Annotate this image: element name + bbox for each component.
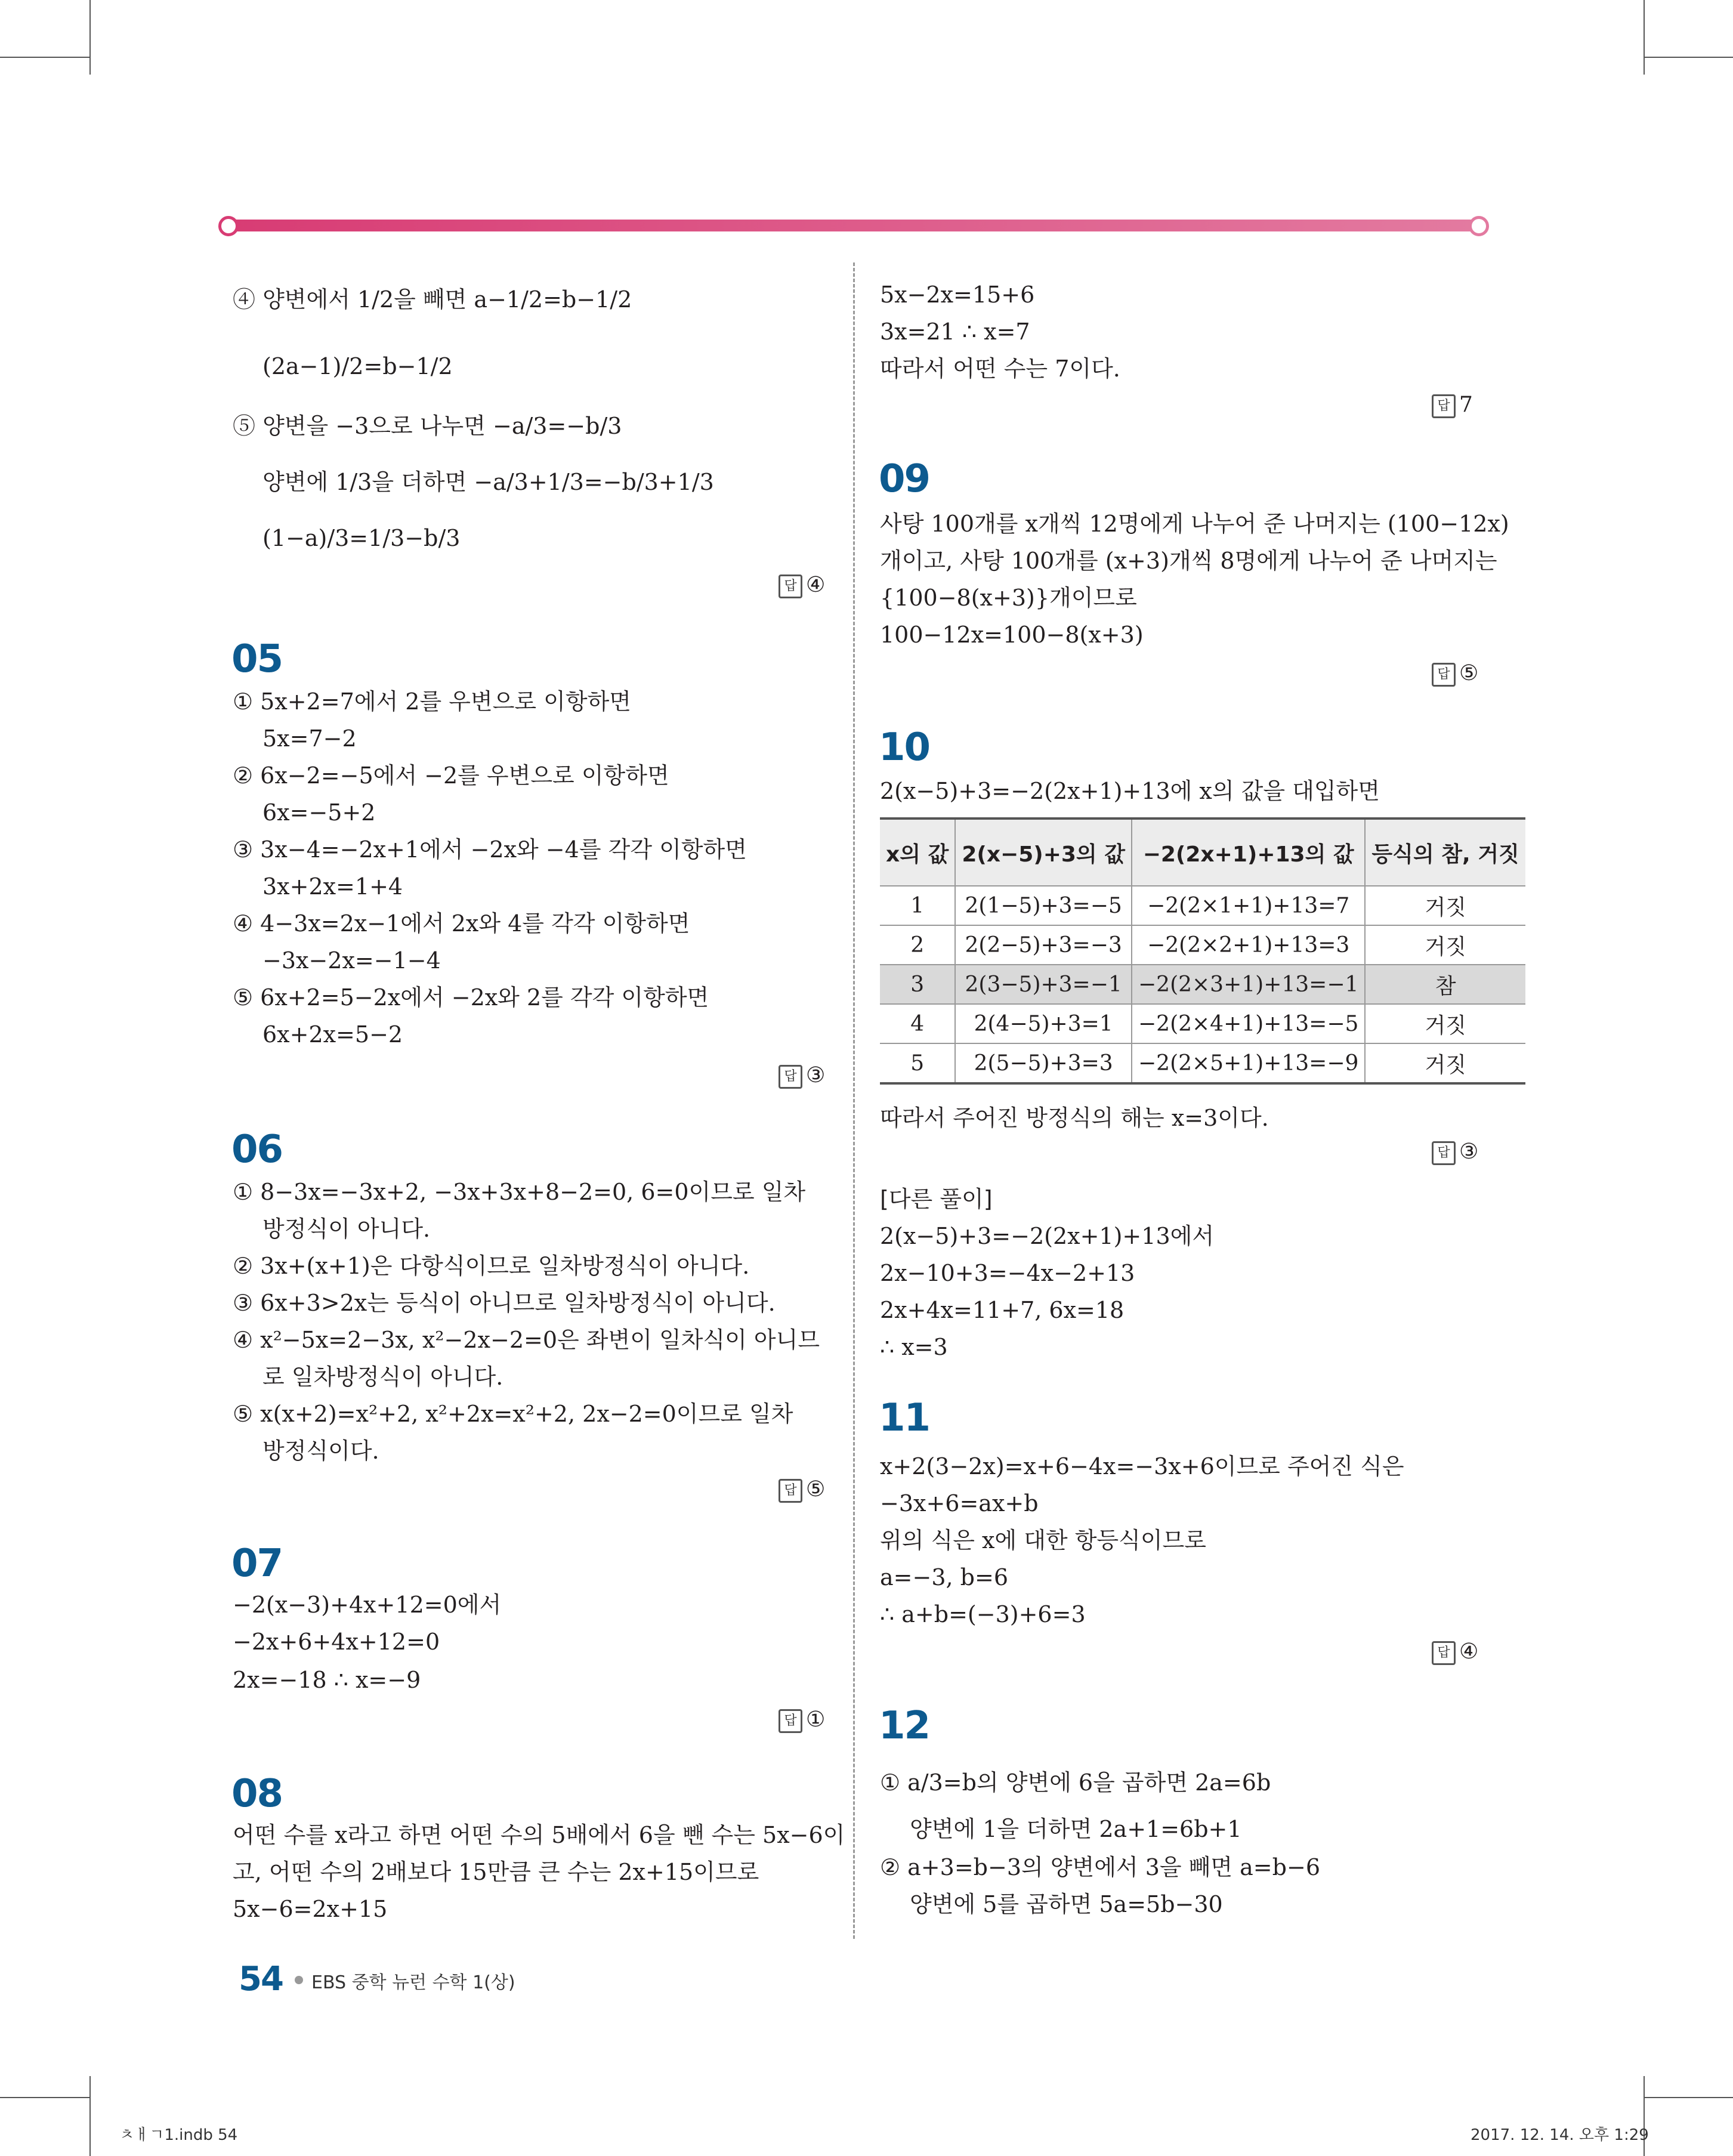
answer-badge: [1432, 1139, 1478, 1165]
s06-line: 방정식이 아니다.: [262, 1216, 431, 1242]
s08-line: 5x−6=2x+15: [233, 1896, 388, 1922]
table-row: [880, 1043, 1525, 1083]
table-cell: 거짓: [1365, 1043, 1525, 1083]
s11-line: ∴ a+b=(−3)+6=3: [880, 1601, 1086, 1627]
answer-icon: 답: [1432, 663, 1456, 687]
table-header: −2(2x+1)+13의 값: [1132, 818, 1365, 886]
table-cell: 2(2−5)+3=−3: [955, 925, 1132, 965]
crop-mark: [0, 57, 89, 58]
crop-mark: [1644, 0, 1645, 75]
s11-line: −3x+6=ax+b: [880, 1490, 1039, 1516]
answer-icon: 답: [1432, 394, 1456, 418]
answer-value: ④: [1459, 1639, 1479, 1664]
s04-line: ⑤ 양변을 −3으로 나누면 −a/3=−b/3: [233, 413, 622, 439]
value-table: [880, 817, 1525, 1085]
answer-badge: [1432, 661, 1478, 687]
table-cell: −2(2×5+1)+13=−9: [1132, 1043, 1365, 1083]
s10-alt-line: ∴ x=3: [880, 1334, 948, 1360]
table-cell: −2(2×3+1)+13=−1: [1132, 965, 1365, 1004]
s12-line: ① a/3=b의 양변에 6을 곱하면 2a=6b: [880, 1769, 1271, 1796]
crop-mark: [1644, 57, 1733, 58]
s11-line: 위의 식은 x에 대한 항등식이므로: [880, 1527, 1206, 1553]
table-cell: −2(2×1+1)+13=7: [1132, 886, 1365, 925]
table-row: [880, 925, 1525, 965]
page-number: 54: [239, 1960, 283, 1999]
s12-line: 양변에 1을 더하면 2a+1=6b+1: [910, 1816, 1242, 1842]
s07-line: −2x+6+4x+12=0: [233, 1629, 440, 1655]
answer-icon: 답: [1432, 1641, 1456, 1665]
table-cell: 5: [880, 1043, 955, 1083]
table-cell: 거짓: [1365, 1004, 1525, 1043]
s12-line: ② a+3=b−3의 양변에서 3을 빼면 a=b−6: [880, 1854, 1320, 1880]
s04-line: (1−a)/3=1/3−b/3: [262, 525, 461, 551]
answer-value: ③: [1459, 1139, 1479, 1164]
s08-line: 3x=21 ∴ x=7: [880, 319, 1030, 345]
problem-number: 08: [231, 1772, 283, 1816]
problem-number: 07: [231, 1542, 283, 1586]
s10-alt-line: 2(x−5)+3=−2(2x+1)+13에서: [880, 1223, 1215, 1249]
problem-number: 05: [231, 637, 283, 681]
s11-line: x+2(3−2x)=x+6−4x=−3x+6이므로 주어진 식은: [880, 1453, 1404, 1479]
s06-line: ④ x²−5x=2−3x, x²−2x−2=0은 좌변이 일차식이 아니므: [233, 1327, 820, 1353]
s10-alt-line: 2x+4x=11+7, 6x=18: [880, 1297, 1125, 1323]
s04-line: (2a−1)/2=b−1/2: [262, 353, 453, 379]
table-header-row: [880, 818, 1525, 886]
s05-line: 6x+2x=5−2: [262, 1021, 403, 1048]
s05-line: −3x−2x=−1−4: [262, 947, 441, 974]
crop-mark: [89, 0, 91, 75]
table-cell: 거짓: [1365, 886, 1525, 925]
crop-mark: [1644, 2097, 1733, 2098]
s05-line: ② 6x−2=−5에서 −2를 우변으로 이항하면: [233, 762, 669, 789]
s08-line: 어떤 수를 x라고 하면 어떤 수의 5배에서 6을 뺀 수는 5x−6이: [233, 1822, 845, 1848]
table-header: 2(x−5)+3의 값: [955, 818, 1132, 886]
table-cell: 참: [1365, 965, 1525, 1004]
answer-icon: 답: [779, 1479, 802, 1503]
problem-number: 12: [879, 1704, 930, 1748]
answer-value: ⑤: [806, 1477, 826, 1502]
s06-line: ③ 6x+3>2x는 등식이 아니므로 일차방정식이 아니다.: [233, 1290, 776, 1316]
s05-line: ④ 4−3x=2x−1에서 2x와 4를 각각 이항하면: [233, 910, 690, 937]
problem-number: 09: [879, 457, 930, 501]
table-cell: 1: [880, 886, 955, 925]
s05-line: 6x=−5+2: [262, 799, 376, 826]
book-title: EBS 중학 뉴런 수학 1(상): [311, 1972, 515, 1993]
footer-dot: [295, 1976, 303, 1984]
answer-value: ①: [806, 1707, 826, 1732]
s05-line: ① 5x+2=7에서 2를 우변으로 이항하면: [233, 688, 631, 715]
table-cell: 2(5−5)+3=3: [955, 1043, 1132, 1083]
answer-icon: 답: [779, 1065, 802, 1089]
s04-line: 양변에 1/3을 더하면 −a/3+1/3=−b/3+1/3: [262, 469, 714, 495]
table-row-highlight: [880, 965, 1525, 1004]
s05-line: ⑤ 6x+2=5−2x에서 −2x와 2를 각각 이항하면: [233, 984, 709, 1011]
answer-value: ③: [806, 1063, 826, 1088]
header-bar-dot-right: [1469, 216, 1489, 236]
s06-line: ① 8−3x=−3x+2, −3x+3x+8−2=0, 6=0이므로 일차: [233, 1179, 806, 1205]
s10-conclusion: 따라서 주어진 방정식의 해는 x=3이다.: [880, 1105, 1269, 1131]
s05-line: 3x+2x=1+4: [262, 873, 403, 900]
s05-line: 5x=7−2: [262, 725, 357, 752]
answer-icon: 답: [1432, 1141, 1456, 1165]
s09-line: 개이고, 사탕 100개를 (x+3)개씩 8명에게 나누어 준 나머지는: [880, 548, 1497, 574]
file-info: ㅊㅐㄱ1.indb 54: [119, 2126, 238, 2144]
answer-value: 7: [1459, 393, 1473, 417]
crop-mark: [89, 2076, 91, 2156]
s05-line: ③ 3x−4=−2x+1에서 −2x와 −4를 각각 이항하면: [233, 836, 747, 863]
answer-badge: [1432, 1639, 1478, 1665]
s09-line: 100−12x=100−8(x+3): [880, 622, 1144, 648]
s08-line: 따라서 어떤 수는 7이다.: [880, 356, 1120, 382]
s10-intro: 2(x−5)+3=−2(2x+1)+13에 x의 값을 대입하면: [880, 778, 1380, 804]
crop-mark: [0, 2097, 89, 2098]
table-row: [880, 886, 1525, 925]
answer-icon: 답: [779, 1709, 802, 1733]
table-header: x의 값: [880, 818, 955, 886]
header-bar-dot-left: [218, 216, 239, 236]
table-cell: 2(1−5)+3=−5: [955, 886, 1132, 925]
table-cell: 2(4−5)+3=1: [955, 1004, 1132, 1043]
answer-badge: [779, 1707, 825, 1733]
answer-badge: [779, 573, 825, 598]
answer-badge: [1432, 393, 1473, 418]
table-cell: 2: [880, 925, 955, 965]
table-cell: 3: [880, 965, 955, 1004]
answer-badge: [779, 1477, 825, 1503]
answer-value: ⑤: [1459, 661, 1479, 685]
header-bar: [227, 220, 1476, 231]
answer-icon: 답: [779, 574, 802, 598]
problem-number: 11: [879, 1396, 930, 1440]
s06-line: 로 일차방정식이 아니다.: [262, 1364, 503, 1390]
s11-line: a=−3, b=6: [880, 1564, 1009, 1590]
s09-line: {100−8(x+3)}개이므로: [880, 585, 1137, 611]
answer-value: ④: [806, 573, 826, 597]
s08-line: 고, 어떤 수의 2배보다 15만큼 큰 수는 2x+15이므로: [233, 1859, 759, 1885]
problem-number: 10: [879, 725, 930, 770]
s04-line: ④ 양변에서 1/2을 빼면 a−1/2=b−1/2: [233, 286, 632, 313]
s12-line: 양변에 5를 곱하면 5a=5b−30: [910, 1891, 1223, 1917]
s06-line: ⑤ x(x+2)=x²+2, x²+2x=x²+2, 2x−2=0이므로 일차: [233, 1401, 793, 1427]
alt-solution-title: [다른 풀이]: [880, 1186, 993, 1212]
s08-line: 5x−2x=15+6: [880, 282, 1035, 308]
table-cell: 거짓: [1365, 925, 1525, 965]
s06-line: 방정식이다.: [262, 1438, 379, 1464]
print-timestamp: 2017. 12. 14. 오후 1:29: [1471, 2126, 1649, 2144]
table-cell: 4: [880, 1004, 955, 1043]
s07-line: −2(x−3)+4x+12=0에서: [233, 1592, 502, 1618]
table-cell: 2(3−5)+3=−1: [955, 965, 1132, 1004]
table-cell: −2(2×4+1)+13=−5: [1132, 1004, 1365, 1043]
s06-line: ② 3x+(x+1)은 다항식이므로 일차방정식이 아니다.: [233, 1253, 750, 1279]
table-header: 등식의 참, 거짓: [1365, 818, 1525, 886]
column-divider: [853, 262, 855, 1939]
table-cell: −2(2×2+1)+13=3: [1132, 925, 1365, 965]
s09-line: 사탕 100개를 x개씩 12명에게 나누어 준 나머지는 (100−12x): [880, 511, 1509, 537]
table-row: [880, 1004, 1525, 1043]
answer-badge: [779, 1063, 825, 1089]
s07-line: 2x=−18 ∴ x=−9: [233, 1667, 421, 1693]
problem-number: 06: [231, 1128, 283, 1172]
s10-alt-line: 2x−10+3=−4x−2+13: [880, 1260, 1135, 1286]
